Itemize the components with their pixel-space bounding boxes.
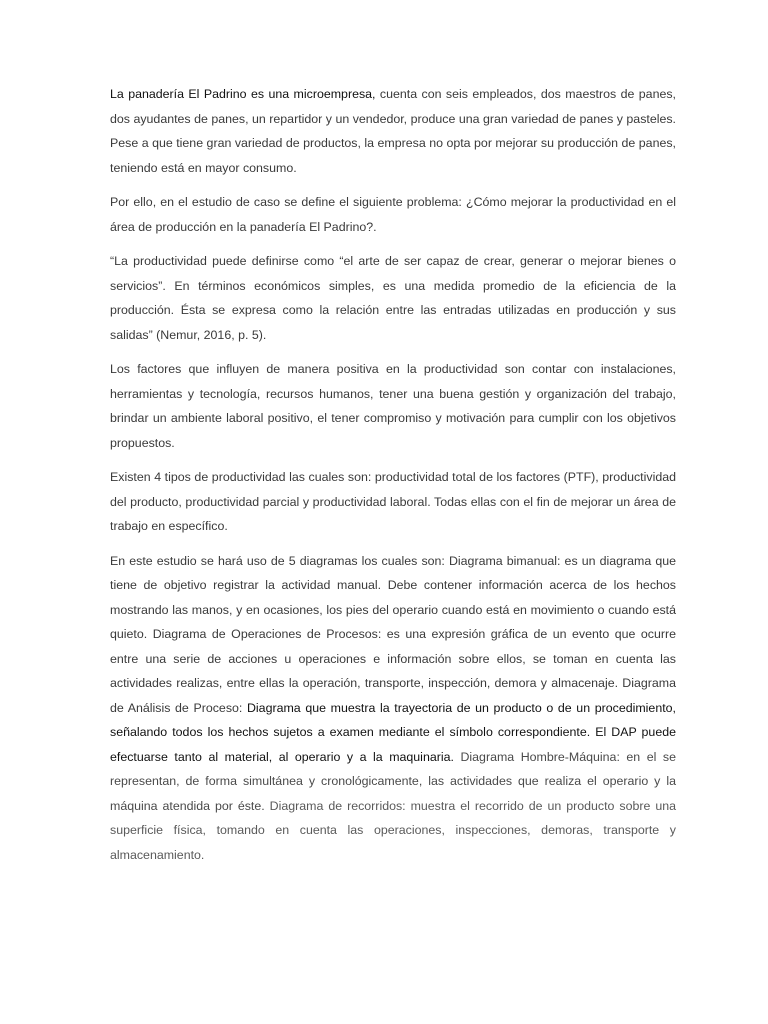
diagrams-part-3: Diagrama Hombre-Máquina: en el se representan, de forma simultánea y cronológicamente, las actividades que realiza el operario y la máquina atendida por éste.: [110, 749, 676, 813]
document-body: [110, 82, 676, 877]
paragraph-factors: Los factores que influyen de manera positiva en la productividad son contar con instalaciones, herramientas y tecnología, recursos humanos, tener una buena gestión y organización del trabajo, brindar un ambiente laboral positivo, el tener compromiso y motivación para cumplir con los objetivos propuestos.: [110, 362, 676, 450]
paragraph-diagrams: [110, 549, 676, 868]
paragraph-types: Existen 4 tipos de productividad las cuales son: productividad total de los factores (PTF), productividad del producto, productividad parcial y productividad laboral. Todas ellas con el fin de mejorar un área de trabajo en específico.: [110, 470, 676, 533]
intro-lead: La panadería El Padrino es una microempresa,: [110, 87, 376, 101]
paragraph-problem: Por ello, en el estudio de caso se define el siguiente problema: ¿Cómo mejorar la productividad en el área de producción en la panadería El Padrino?.: [110, 195, 676, 234]
diagrams-part-2: Diagrama que muestra la trayectoria de un producto o de un procedimiento, señalando todos los hechos sujetos a examen mediante el símbolo correspondiente. El DAP puede efectuarse tanto al material, al operario y a la maquinaria.: [110, 700, 676, 764]
paragraph-intro: [110, 82, 676, 180]
intro-rest: cuenta con seis empleados, dos maestros de panes, dos ayudantes de panes, un repartidor y un vendedor, produce una gran variedad de panes y pasteles. Pese a que tiene gran variedad de productos, la empresa no opta por mejorar su producción de panes, teniendo está en mayor consumo.: [110, 87, 676, 175]
paragraph-definition: “La productividad puede definirse como “el arte de ser capaz de crear, generar o mejorar bienes o servicios”. En términos económicos simples, es una medida promedio de la eficiencia de la producción. Ésta se expresa como la relación entre las entradas utilizadas en producción y sus salidas” (Nemur, 2016, p. 5).: [110, 254, 676, 342]
diagrams-part-1: En este estudio se hará uso de 5 diagramas los cuales son: Diagrama bimanual: es un diagrama que tiene de objetivo registrar la actividad manual. Debe contener información acerca de los hechos mostrando las manos, y en ocasiones, los pies del operario cuando está en movimiento o cuando está quieto. Diagrama de Operaciones de Procesos: es una expresión gráfica de un evento que ocurre entre una serie de acciones u operaciones e información sobre ellos, se toman en cuenta las actividades realizas, entre ellas la operación, transporte, inspección, demora y almacenaje. Diagrama de Análisis de Proceso:: [110, 553, 676, 715]
diagrams-part-4: Diagrama de recorridos: muestra el recorrido de un producto sobre una superficie física, tomando en cuenta las operaciones, inspecciones, demoras, transporte y almacenamiento.: [110, 798, 677, 862]
